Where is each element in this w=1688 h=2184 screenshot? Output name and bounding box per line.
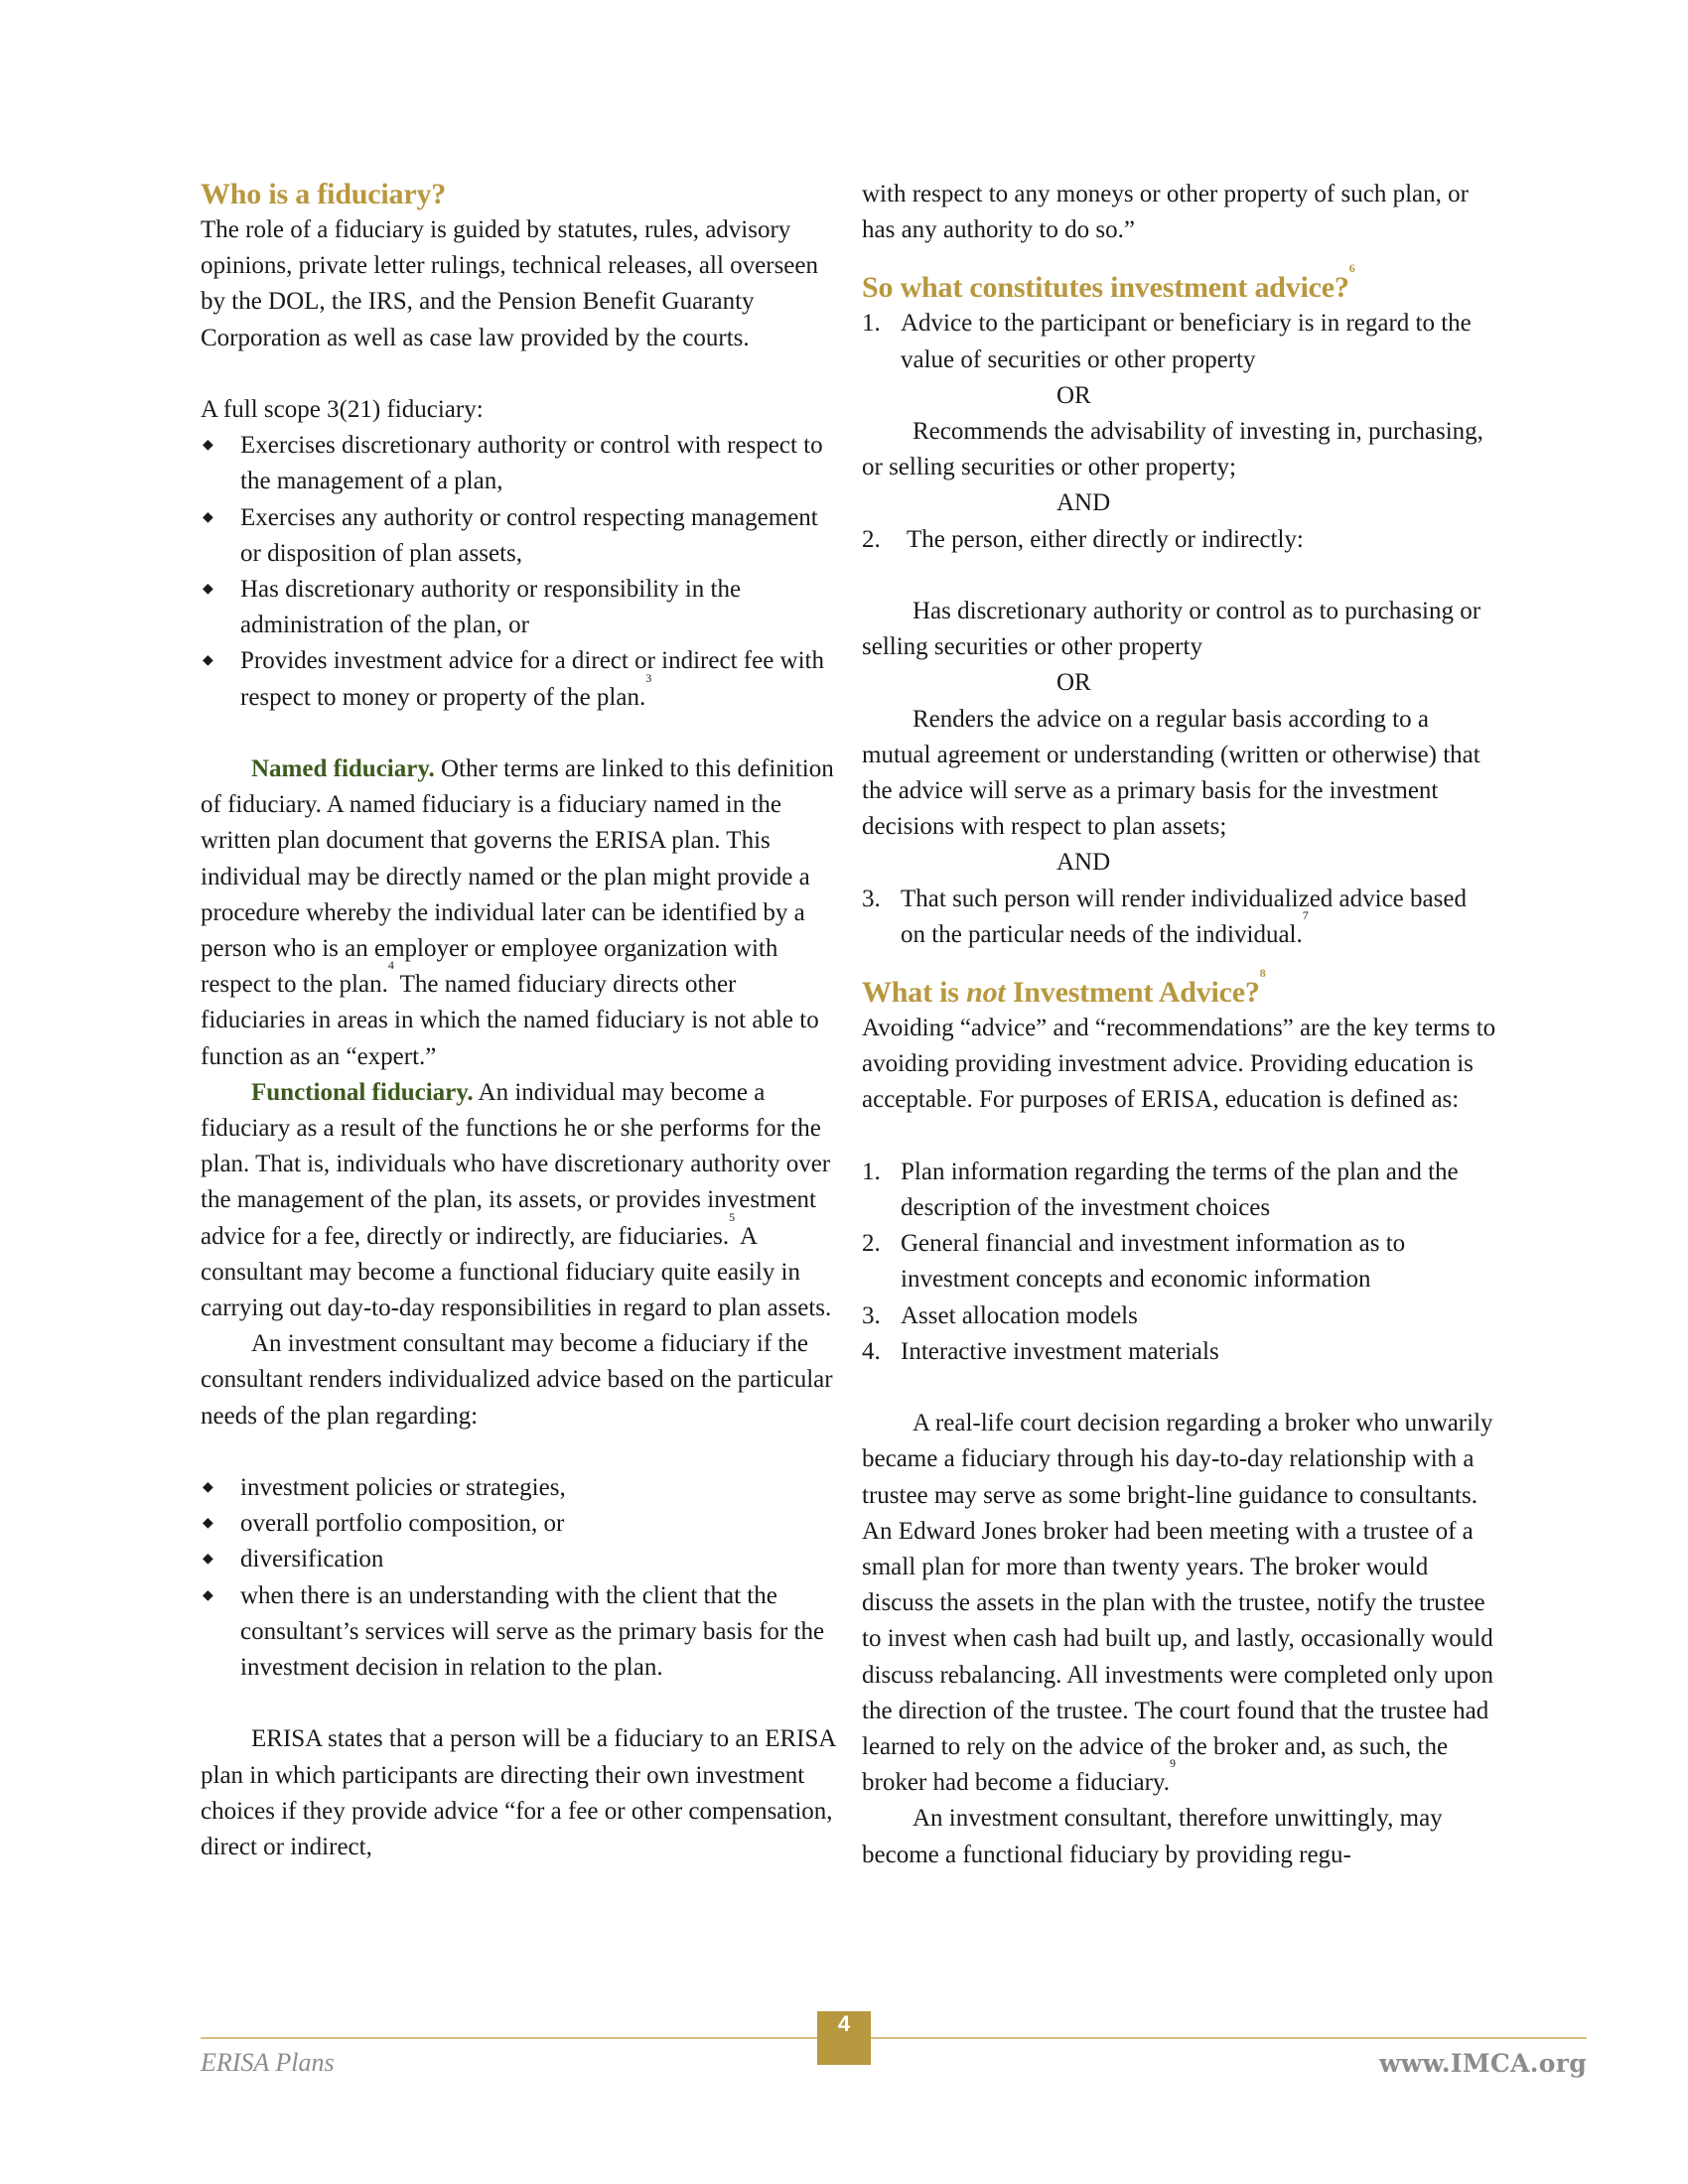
footnote-ref: 3 [645, 670, 652, 685]
renders-paragraph: Renders the advice on a regular basis according to a mutual agreement or understanding (written or otherwise) that the advice will serve as a primary basis for the investment decisions with respect to plan assets; [862, 705, 1480, 841]
consultant-paragraph: An investment consultant may become a fiduciary if the consultant renders individualized advice based on the particular needs of the plan regarding: [201, 1330, 833, 1430]
footnote-ref: 8 [1259, 966, 1266, 981]
page-number: 4 [817, 2011, 871, 2065]
erisa-paragraph: ERISA states that a person will be a fiduciary to an ERISA plan in which participants are directing their own investment choices if they provide advice “for a fee or other compensation, direct or indirect, [201, 1725, 836, 1861]
bullet-icon: ◆ [203, 1480, 213, 1496]
list-item: 3. Asset allocation models [862, 1301, 1138, 1329]
footnote-ref: 9 [1170, 1756, 1177, 1771]
functional-fiduciary-paragraph: Functional fiduciary. An individual may become a fiduciary as a result of the functions he or she performs for the plan. That is, individuals who have discretionary authority over the management of the plan, its assets, or provides investment advice for a fee, directly or indirectly, are fiduciaries.$^5$ A consultant may become a functional fiduciary quite easily in carrying out day-to-day responsibilities in regard to plan assets. [201, 1078, 832, 1322]
list-item: ◆ diversification [201, 1542, 836, 1577]
or-connector: OR [1056, 381, 1091, 409]
bullet-icon: ◆ [203, 582, 213, 598]
right-column [862, 177, 1497, 1873]
list-item: 2. The person, either directly or indirectly: [862, 525, 1304, 553]
named-fiduciary-paragraph: Named fiduciary. Other terms are linked to this definition of fiduciary. A named fiduciary is a fiduciary named in the written plan document that governs the ERISA plan. This individual may be directly named or the plan might provide a procedure whereby the individual later can be identified by a person who is an employer or employee organization with respect to the plan.$^4$ The named fiduciary directs other fiduciaries in areas in which the named fiduciary is not able to function as an “expert.” [201, 755, 834, 1070]
list-item: 3. That such person will render individualized advice based on the particular needs of the individual.$^7$ [862, 885, 1467, 948]
bullet-icon: ◆ [203, 1552, 213, 1568]
scope-bullet-list [201, 428, 836, 716]
footnote-ref: 4 [387, 958, 394, 973]
and-connector: AND [1056, 849, 1111, 877]
list-item: ◆ Has discretionary authority or responsibility in the administration of the plan, or [201, 572, 836, 643]
bullet-icon: ◆ [203, 653, 213, 669]
and-connector: AND [1056, 489, 1111, 517]
list-item: ◆ Exercises discretionary authority or control with respect to the management of a plan, [201, 428, 836, 499]
bullet-icon: ◆ [203, 1516, 213, 1532]
list-item: ◆ Exercises any authority or control respecting management or disposition of plan assets, [201, 500, 836, 572]
footer-rule [201, 2037, 1587, 2039]
final-paragraph: An investment consultant, therefore unwittingly, may become a functional fiduciary by providing regu- [862, 1805, 1443, 1868]
list-item: 1. Plan information regarding the terms of the plan and the description of the investment choices [862, 1158, 1459, 1222]
consultant-bullet-list [201, 1470, 836, 1686]
education-intro-paragraph: Avoiding “advice” and “recommendations” are the key terms to avoiding providing investment advice. Providing education is acceptable. For purposes of ERISA, education is defined as: [862, 1015, 1496, 1114]
named-fiduciary-label: Named fiduciary. [251, 755, 435, 783]
continuation-paragraph: with respect to any moneys or other property of such plan, or has any authority to do so.” [862, 181, 1469, 244]
heading-not-investment-advice: What is not Investment Advice?$^8$ [862, 966, 1266, 1010]
bullet-icon: ◆ [203, 1587, 213, 1603]
list-item: 2. General financial and investment information as to investment concepts and economic information [862, 1230, 1406, 1294]
or-connector: OR [1056, 669, 1091, 697]
court-decision-paragraph: A real-life court decision regarding a broker who unwarily became a fiduciary through his day-to-day relationship with a trustee may serve as some bright-line guidance to consultants. An Edward Jones broker had been meeting with a trustee of a small plan for more than twenty years. The broker would discuss the assets in the plan with the trustee, notify the trustee to invest when cash had built up, and lastly, occasionally would discuss rebalancing. All investments were completed only upon the direction of the trustee. The court found that the trustee had learned to rely on the advice of the broker and, as such, the broker had become a fiduciary.$^9$ [862, 1410, 1493, 1797]
footer-website-link[interactable]: www.IMCA.org [1378, 2049, 1587, 2078]
footnote-ref: 7 [1302, 907, 1309, 922]
heading-investment-advice: So what constitutes investment advice?$^6$ [862, 261, 1355, 305]
list-item: 4. Interactive investment materials [862, 1337, 1219, 1365]
discretionary-paragraph: Has discretionary authority or control as to purchasing or selling securities or other property [862, 598, 1481, 661]
footer-publication-title: ERISA Plans [201, 2048, 335, 2077]
functional-fiduciary-label: Functional fiduciary. [251, 1078, 474, 1106]
intro-paragraph: The role of a fiduciary is guided by statutes, rules, advisory opinions, private letter rulings, technical releases, all overseen by the DOL, the IRS, and the Pension Benefit Guaranty Corporation as well as case law provided by the courts. [201, 216, 818, 351]
recommends-paragraph: Recommends the advisability of investing in, purchasing, or selling securities or other property; [862, 418, 1483, 481]
advice-criteria-list [862, 306, 1497, 377]
bullet-icon: ◆ [203, 438, 213, 454]
education-list [862, 1155, 1497, 1370]
list-item: ◆ overall portfolio composition, or [201, 1506, 836, 1542]
scope-label: A full scope 3(21) fiduciary: [201, 396, 484, 423]
footnote-ref: 5 [729, 1209, 736, 1224]
list-item: 1. Advice to the participant or beneficiary is in regard to the value of securities or other property [862, 310, 1472, 373]
list-item: ◆ Provides investment advice for a direct or indirect fee with respect to money or property of the plan.$^3$ [201, 643, 836, 715]
list-item: ◆ when there is an understanding with the client that the consultant’s services will serve as the primary basis for the investment decision in relation to the plan. [201, 1578, 836, 1687]
bullet-icon: ◆ [203, 509, 213, 525]
heading-who-is-fiduciary: Who is a fiduciary? [201, 178, 447, 210]
left-column [201, 177, 836, 1865]
footnote-ref: 6 [1348, 261, 1355, 276]
list-item: ◆ investment policies or strategies, [201, 1470, 836, 1506]
